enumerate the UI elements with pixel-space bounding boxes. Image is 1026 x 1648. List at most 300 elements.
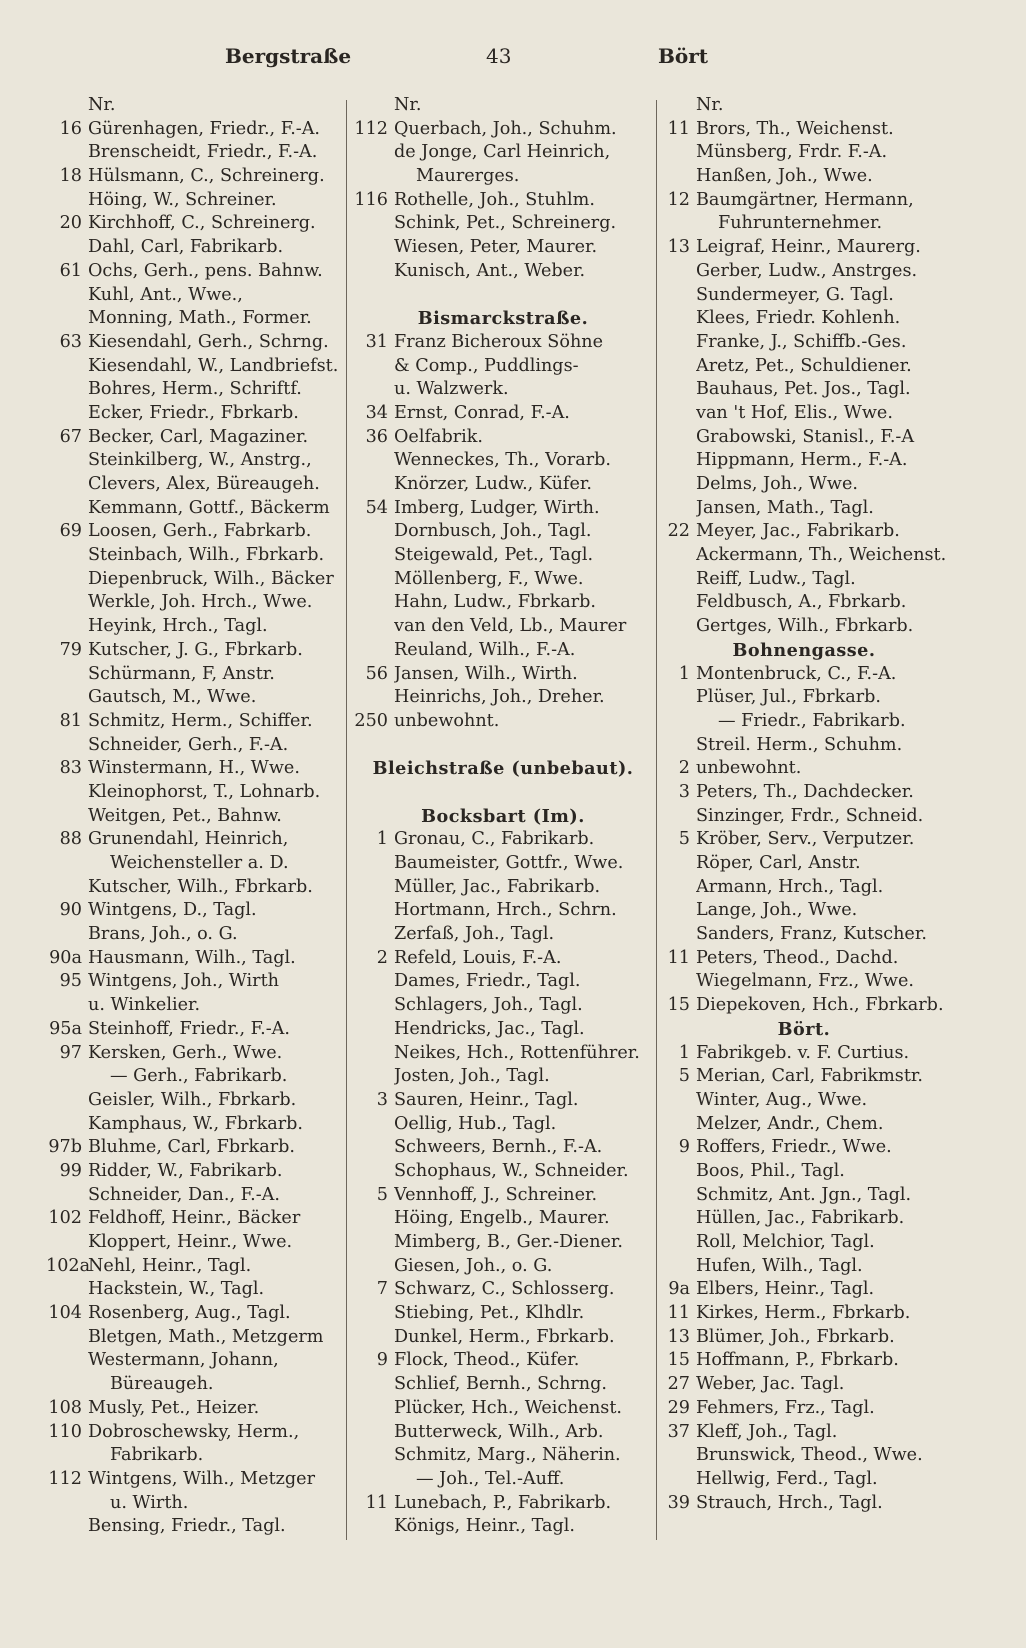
house-number xyxy=(46,449,88,473)
directory-entry xyxy=(46,1231,346,1255)
resident-text: Hippmann, Herm., F.-A. xyxy=(696,450,908,471)
house-number xyxy=(654,970,696,994)
street-name: Bocksbart (Im). xyxy=(421,805,585,827)
directory-entry xyxy=(46,1373,346,1397)
house-number xyxy=(654,426,696,450)
resident-text: Kersken, Gerh., Wwe. xyxy=(88,1042,283,1063)
house-number xyxy=(352,260,394,284)
resident-text: Reiff, Ludw., Tagl. xyxy=(696,568,856,589)
resident-text: Elbers, Heinr., Tagl. xyxy=(696,1279,875,1300)
house-number xyxy=(352,734,394,758)
street-name: Bleichstraße (unbebaut). xyxy=(372,758,634,780)
directory-entry xyxy=(654,710,954,734)
resident-text: Sundermeyer, G. Tagl. xyxy=(696,284,894,305)
directory-entry xyxy=(352,899,654,923)
directory-entry xyxy=(46,994,346,1018)
house-number xyxy=(46,1113,88,1137)
directory-entry xyxy=(46,355,346,379)
directory-entry xyxy=(352,1231,654,1255)
house-number: 11 xyxy=(667,1303,690,1324)
house-number: 5 xyxy=(678,1066,690,1087)
directory-entry xyxy=(654,212,954,236)
directory-entry xyxy=(352,355,654,379)
house-number: 61 xyxy=(59,260,82,281)
directory-entry xyxy=(654,923,954,947)
directory-entry xyxy=(46,212,346,236)
directory-entry xyxy=(46,520,346,544)
resident-text: Strauch, Hrch., Tagl. xyxy=(696,1492,883,1513)
directory-entry xyxy=(46,757,346,781)
house-number: 97 xyxy=(59,1042,82,1063)
resident-text: Ridder, W., Fabrikarb. xyxy=(88,1160,283,1181)
directory-entry xyxy=(654,1397,954,1421)
directory-entry xyxy=(46,639,346,663)
house-number xyxy=(46,284,88,308)
house-number: 15 xyxy=(667,1350,690,1371)
directory-entry xyxy=(654,1207,954,1231)
resident-text: Schwarz, C., Schlosserg. xyxy=(394,1279,615,1300)
directory-entry xyxy=(654,331,954,355)
resident-text: van den Veld, Lb., Maurer xyxy=(394,616,627,637)
resident-text: Delms, Joh., Wwe. xyxy=(696,474,858,494)
resident-text: Schmitz, Herm., Schiffer. xyxy=(88,710,313,731)
house-number xyxy=(352,449,394,473)
house-number: 1 xyxy=(376,829,388,850)
resident-text: Münsberg, Frdr. F.-A. xyxy=(696,142,888,163)
resident-text: Möllenberg, F., Wwe. xyxy=(394,568,584,589)
house-number: 22 xyxy=(667,521,690,542)
house-number xyxy=(654,568,696,592)
resident-text: Dahl, Carl, Fabrikarb. xyxy=(88,237,284,258)
house-number xyxy=(352,1326,394,1350)
directory-entry xyxy=(654,1113,954,1137)
resident-text: Jansen, Wilh., Wirth. xyxy=(394,663,578,684)
resident-text: Ernst, Conrad, F.-A. xyxy=(394,402,570,423)
street-heading xyxy=(654,639,954,663)
resident-text: Peters, Th., Dachdecker. xyxy=(696,781,914,802)
directory-entry xyxy=(46,331,346,355)
resident-text: van 't Hof, Elis., Wwe. xyxy=(696,402,893,423)
house-number xyxy=(46,994,88,1018)
column-3 xyxy=(654,94,954,1515)
house-number: 9 xyxy=(376,1350,388,1371)
directory-entry xyxy=(654,1065,954,1089)
house-number xyxy=(352,236,394,260)
directory-entry xyxy=(46,260,346,284)
directory-entry xyxy=(352,781,654,805)
directory-entry xyxy=(654,663,954,687)
directory-entry xyxy=(46,970,346,994)
directory-entry xyxy=(352,994,654,1018)
house-number xyxy=(352,94,394,118)
directory-entry xyxy=(46,1065,346,1089)
house-number xyxy=(654,355,696,379)
resident-text: Steinhoff, Friedr., F.-A. xyxy=(88,1018,290,1039)
house-number: 13 xyxy=(667,1326,690,1347)
resident-text: u. Winkelier. xyxy=(88,995,201,1016)
resident-text: Leigraf, Heinr., Maurerg. xyxy=(696,237,921,258)
resident-text xyxy=(394,734,654,758)
directory-entry xyxy=(352,615,654,639)
house-number: 63 xyxy=(59,331,82,352)
house-number xyxy=(654,1089,696,1113)
directory-entry xyxy=(352,828,654,852)
house-number xyxy=(352,1444,394,1468)
house-number xyxy=(352,1065,394,1089)
directory-entry xyxy=(654,1231,954,1255)
house-number xyxy=(654,449,696,473)
directory-entry xyxy=(352,1042,654,1066)
resident-text: Feldbusch, A., Fbrkarb. xyxy=(696,592,907,613)
house-number xyxy=(654,686,696,710)
directory-entry xyxy=(46,1042,346,1066)
resident-text: Kröber, Serv., Verputzer. xyxy=(696,829,915,850)
house-number: 36 xyxy=(365,426,388,447)
house-number xyxy=(46,876,88,900)
resident-text: Hüllen, Jac., Fabrikarb. xyxy=(696,1208,905,1229)
resident-text: Heinrichs, Joh., Dreher. xyxy=(394,687,605,708)
directory-entry xyxy=(352,1468,654,1492)
directory-entry xyxy=(46,1113,346,1137)
house-number xyxy=(654,923,696,947)
resident-text: Plücker, Hch., Weichenst. xyxy=(394,1397,622,1418)
house-number xyxy=(654,591,696,615)
house-number xyxy=(654,165,696,189)
resident-text: Imberg, Ludger, Wirth. xyxy=(394,497,600,518)
resident-text: Fuhrunternehmer. xyxy=(718,213,883,234)
house-number: 29 xyxy=(667,1397,690,1418)
directory-entry xyxy=(46,686,346,710)
directory-entry xyxy=(46,118,346,142)
resident-text: Armann, Hrch., Tagl. xyxy=(696,876,884,897)
directory-entry xyxy=(352,1349,654,1373)
house-number xyxy=(352,520,394,544)
resident-text: Franke, J., Schiffb.-Ges. xyxy=(696,331,907,352)
directory-entry xyxy=(46,805,346,829)
resident-text: Bletgen, Math., Metzgerm xyxy=(88,1326,324,1347)
house-number xyxy=(352,994,394,1018)
house-number xyxy=(46,189,88,213)
street-name: Bismarckstraße. xyxy=(417,308,589,330)
column-1 xyxy=(46,94,346,1539)
house-number xyxy=(352,1231,394,1255)
house-number xyxy=(46,591,88,615)
directory-entry xyxy=(352,1515,654,1539)
directory-entry xyxy=(654,497,954,521)
directory-entry xyxy=(46,1184,346,1208)
house-number xyxy=(46,378,88,402)
house-number xyxy=(46,497,88,521)
resident-text: Roll, Melchior, Tagl. xyxy=(696,1232,875,1252)
resident-text: Baumgärtner, Hermann, xyxy=(696,189,914,210)
house-number xyxy=(46,1278,88,1302)
house-number xyxy=(352,141,394,165)
house-number xyxy=(352,615,394,639)
directory-entry xyxy=(654,402,954,426)
house-number xyxy=(654,544,696,568)
house-number xyxy=(46,1492,88,1516)
house-number xyxy=(352,852,394,876)
resident-text: Kuhl, Ant., Wwe., xyxy=(88,284,243,305)
resident-text: de Jonge, Carl Heinrich, xyxy=(394,142,611,163)
resident-text: — Gerh., Fabrikarb. xyxy=(110,1066,288,1087)
resident-text: Königs, Heinr., Tagl. xyxy=(394,1516,576,1537)
resident-text: Diepekoven, Hch., Fbrkarb. xyxy=(696,995,944,1016)
house-number xyxy=(352,473,394,497)
directory-entry xyxy=(352,1302,654,1326)
resident-text: Boos, Phil., Tagl. xyxy=(696,1160,845,1181)
resident-text: Brans, Joh., o. G. xyxy=(88,924,238,945)
house-number xyxy=(46,1089,88,1113)
house-number: 104 xyxy=(48,1303,82,1324)
resident-text: Weber, Jac. Tagl. xyxy=(696,1374,845,1395)
resident-text: Geisler, Wilh., Fbrkarb. xyxy=(88,1089,297,1110)
resident-text: Steigewald, Pet., Tagl. xyxy=(394,545,594,566)
house-number xyxy=(654,899,696,923)
resident-text: Wintgens, D., Tagl. xyxy=(88,900,257,921)
house-number xyxy=(46,1444,88,1468)
resident-text: Wintgens, Joh., Wirth xyxy=(88,971,279,992)
directory-entry xyxy=(46,1089,346,1113)
resident-text: Gürenhagen, Friedr., F.-A. xyxy=(88,118,321,139)
resident-text: Dunkel, Herm., Fbrkarb. xyxy=(394,1326,615,1347)
house-number xyxy=(46,686,88,710)
resident-text: Gronau, C., Fabrikarb. xyxy=(394,829,595,850)
directory-entry xyxy=(352,378,654,402)
house-number: 5 xyxy=(376,1184,388,1205)
house-number xyxy=(654,615,696,639)
house-number: 102a xyxy=(46,1255,91,1276)
directory-entry xyxy=(46,947,346,971)
resident-text: — Joh., Tel.-Auff. xyxy=(416,1468,565,1489)
house-number xyxy=(654,710,696,734)
resident-text: Hortmann, Hrch., Schrn. xyxy=(394,900,617,921)
directory-entry xyxy=(46,828,346,852)
directory-entry xyxy=(46,402,346,426)
resident-text: Hausmann, Wilh., Tagl. xyxy=(88,947,296,968)
resident-text: Dobroschewsky, Herm., xyxy=(88,1421,300,1442)
directory-entry xyxy=(352,876,654,900)
resident-text: Stiebing, Pet., Klhdlr. xyxy=(394,1303,585,1324)
street-heading xyxy=(352,805,654,829)
house-number: 250 xyxy=(354,710,388,731)
resident-text: Kleinophorst, T., Lohnarb. xyxy=(88,781,321,802)
house-number: 67 xyxy=(59,426,82,447)
directory-entry xyxy=(352,1397,654,1421)
house-number xyxy=(46,1349,88,1373)
house-number xyxy=(46,1065,88,1089)
resident-text: Werkle, Joh. Hrch., Wwe. xyxy=(88,592,313,613)
house-number xyxy=(46,1373,88,1397)
house-number: 56 xyxy=(365,663,388,684)
house-number xyxy=(352,165,394,189)
house-number: 31 xyxy=(365,331,388,352)
resident-text: Hendricks, Jac., Tagl. xyxy=(394,1018,585,1039)
house-number xyxy=(654,1468,696,1492)
page-number: 43 xyxy=(486,44,512,68)
directory-entry xyxy=(46,1326,346,1350)
directory-entry xyxy=(46,1207,346,1231)
directory-entry xyxy=(46,1492,346,1516)
street-heading xyxy=(654,1018,954,1042)
directory-entry xyxy=(46,94,346,118)
resident-text: Schmitz, Marg., Näherin. xyxy=(394,1445,621,1466)
house-number xyxy=(46,355,88,379)
house-number xyxy=(46,1184,88,1208)
resident-text: Gerber, Ludw., Anstrges. xyxy=(696,260,918,281)
directory-entry xyxy=(352,118,654,142)
resident-text: Klees, Friedr. Kohlenh. xyxy=(696,308,901,329)
resident-text: Neikes, Hch., Rottenführer. xyxy=(394,1042,640,1063)
resident-text: Butterweck, Wilh., Arb. xyxy=(394,1421,604,1442)
directory-entry xyxy=(352,189,654,213)
house-number: 9 xyxy=(678,1137,690,1158)
directory-entry xyxy=(654,1468,954,1492)
directory-entry xyxy=(654,686,954,710)
house-number xyxy=(46,544,88,568)
directory-entry xyxy=(352,1444,654,1468)
resident-text: Feldhoff, Heinr., Bäcker xyxy=(88,1208,301,1229)
directory-entry xyxy=(352,710,654,734)
resident-text: Weitgen, Pet., Bahnw. xyxy=(88,805,282,826)
resident-text: u. Wirth. xyxy=(110,1492,189,1513)
resident-text: Reuland, Wilh., F.-A. xyxy=(394,639,576,660)
house-number: 99 xyxy=(59,1160,82,1181)
directory-entry xyxy=(654,520,954,544)
directory-entry xyxy=(352,331,654,355)
directory-entry xyxy=(654,1160,954,1184)
house-number xyxy=(352,355,394,379)
directory-entry xyxy=(46,1136,346,1160)
house-number xyxy=(352,284,394,308)
house-number xyxy=(352,1042,394,1066)
resident-text: u. Walzwerk. xyxy=(394,379,509,400)
house-number: 81 xyxy=(59,710,82,731)
house-number xyxy=(46,663,88,687)
resident-text: Loosen, Gerh., Fabrkarb. xyxy=(88,521,312,542)
house-number xyxy=(46,141,88,165)
directory-entry xyxy=(46,1302,346,1326)
directory-entry xyxy=(654,141,954,165)
house-number xyxy=(654,1231,696,1255)
directory-entry xyxy=(352,1255,654,1279)
resident-text: Brors, Th., Weichenst. xyxy=(696,118,894,139)
house-number: 16 xyxy=(59,118,82,139)
directory-entry xyxy=(352,1278,654,1302)
resident-text: Blümer, Joh., Fbrkarb. xyxy=(696,1326,895,1347)
column-2 xyxy=(352,94,654,1539)
directory-entry xyxy=(654,1421,954,1445)
resident-text: Fabrikgeb. v. F. Curtius. xyxy=(696,1042,910,1063)
directory-entry xyxy=(352,852,654,876)
directory-entry xyxy=(352,1136,654,1160)
resident-text: Flock, Theod., Küfer. xyxy=(394,1350,580,1371)
resident-text: Höing, W., Schreiner. xyxy=(88,189,277,210)
directory-entry xyxy=(352,426,654,450)
house-number: 9a xyxy=(668,1279,690,1300)
street-name: Bohnengasse. xyxy=(732,639,876,661)
resident-text: Fehmers, Frz., Tagl. xyxy=(696,1397,875,1418)
resident-text: Gautsch, M., Wwe. xyxy=(88,687,257,708)
directory-entry xyxy=(46,876,346,900)
resident-text: Becker, Carl, Magaziner. xyxy=(88,426,309,447)
directory-entry xyxy=(654,994,954,1018)
directory-entry xyxy=(46,663,346,687)
directory-entry xyxy=(46,236,346,260)
resident-text xyxy=(394,284,654,308)
directory-entry xyxy=(352,212,654,236)
house-number xyxy=(352,1515,394,1539)
house-number xyxy=(352,591,394,615)
street-name: Bört. xyxy=(777,1018,831,1040)
house-number: 69 xyxy=(59,521,82,542)
directory-entry xyxy=(654,591,954,615)
house-number xyxy=(46,1515,88,1539)
resident-text: Kamphaus, W., Fbrkarb. xyxy=(88,1113,304,1134)
resident-text: Ochs, Gerh., pens. Bahnw. xyxy=(88,260,323,281)
house-number xyxy=(654,805,696,829)
header-street-start: Bergstraße xyxy=(225,44,352,68)
resident-text: Schophaus, W., Schneider. xyxy=(394,1160,629,1181)
house-number: 102 xyxy=(48,1208,82,1229)
resident-text: Rosenberg, Aug., Tagl. xyxy=(88,1303,291,1324)
resident-text: Winstermann, H., Wwe. xyxy=(88,758,300,779)
house-number xyxy=(46,734,88,758)
house-number xyxy=(654,876,696,900)
resident-text: & Comp., Puddlings- xyxy=(394,355,579,376)
header-street-end: Bört xyxy=(658,44,709,68)
resident-text: Grabowski, Stanisl., F.-A xyxy=(696,426,915,447)
house-number xyxy=(352,378,394,402)
directory-entry xyxy=(46,734,346,758)
house-number xyxy=(46,568,88,592)
house-number: 95 xyxy=(59,971,82,992)
resident-text: Kiesendahl, W., Landbriefst. xyxy=(88,355,339,376)
resident-text: Grunendahl, Heinrich, xyxy=(88,829,289,850)
resident-text: Zerfaß, Joh., Tagl. xyxy=(394,924,555,945)
resident-text: unbewohnt. xyxy=(394,710,500,731)
directory-entry xyxy=(46,165,346,189)
resident-text: Oellig, Hub., Tagl. xyxy=(394,1113,557,1134)
directory-entry xyxy=(654,260,954,284)
resident-text: Jansen, Math., Tagl. xyxy=(696,497,874,518)
house-number xyxy=(352,1113,394,1137)
house-number xyxy=(46,852,88,876)
house-number xyxy=(46,402,88,426)
directory-entry xyxy=(352,1492,654,1516)
house-number: 11 xyxy=(365,1492,388,1513)
directory-entry xyxy=(654,307,954,331)
resident-text: Kirkes, Herm., Fbrkarb. xyxy=(696,1303,911,1324)
resident-text: Kloppert, Heinr., Wwe. xyxy=(88,1232,293,1252)
resident-text: Müller, Jac., Fabrikarb. xyxy=(394,876,601,897)
directory-entry xyxy=(46,189,346,213)
directory-entry xyxy=(352,284,654,308)
directory-entry xyxy=(352,402,654,426)
resident-text: Clevers, Alex, Büreaugeh. xyxy=(88,474,320,494)
directory-entry xyxy=(654,1278,954,1302)
house-number xyxy=(352,544,394,568)
directory-entry xyxy=(352,686,654,710)
house-number xyxy=(352,1255,394,1279)
house-number xyxy=(654,1160,696,1184)
directory-entry xyxy=(654,1136,954,1160)
house-number xyxy=(352,1468,394,1492)
directory-entry xyxy=(654,1349,954,1373)
house-number: 37 xyxy=(667,1421,690,1442)
resident-text: Hackstein, W., Tagl. xyxy=(88,1279,265,1300)
house-number xyxy=(46,923,88,947)
